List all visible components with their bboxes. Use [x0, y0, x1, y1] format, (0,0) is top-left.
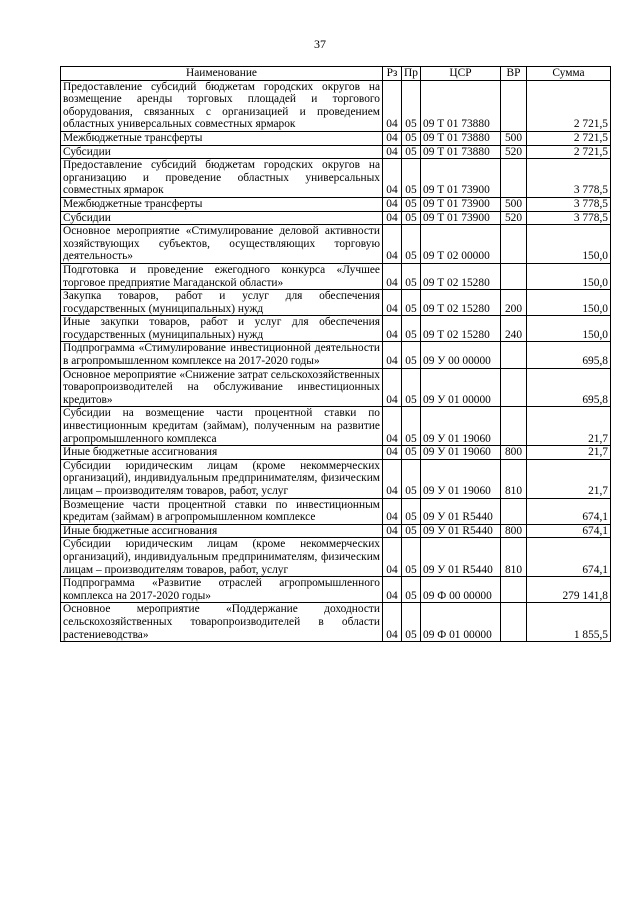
- cell-vr: [501, 263, 527, 289]
- cell-csr: 09 Ф 00 00000: [421, 577, 501, 603]
- cell-name: Субсидии юридическим лицам (кроме некоммерческих организаций), индивидуальным предпринимателям, физическим лицам – производителям товаров, работ, услуг: [61, 538, 383, 577]
- cell-pr: 05: [402, 577, 421, 603]
- cell-pr: 05: [402, 407, 421, 446]
- cell-vr: [501, 80, 527, 131]
- cell-vr: [501, 407, 527, 446]
- cell-sum: 21,7: [527, 459, 611, 498]
- cell-name: Субсидии: [61, 145, 383, 159]
- cell-sum: 150,0: [527, 316, 611, 342]
- cell-sum: 2 721,5: [527, 80, 611, 131]
- table-row: [61, 159, 611, 198]
- cell-csr: 09 Т 02 15280: [421, 316, 501, 342]
- cell-csr: 09 У 01 R5440: [421, 498, 501, 524]
- cell-name: Иные бюджетные ассигнования: [61, 446, 383, 460]
- cell-pr: 05: [402, 197, 421, 211]
- cell-rz: 04: [383, 407, 402, 446]
- cell-sum: 1 855,5: [527, 603, 611, 642]
- table-row: [61, 80, 611, 131]
- table-row: [61, 225, 611, 264]
- cell-csr: 09 У 01 19060: [421, 459, 501, 498]
- cell-vr: 810: [501, 538, 527, 577]
- cell-csr: 09 Т 01 73880: [421, 145, 501, 159]
- cell-csr: 09 Ф 01 00000: [421, 603, 501, 642]
- cell-rz: 04: [383, 197, 402, 211]
- cell-name: Подпрограмма «Стимулирование инвестиционной деятельности в агропромышленном комплексе на 2017-2020 годы»: [61, 342, 383, 368]
- cell-name: Основное мероприятие «Поддержание доходности сельскохозяйственных товаропроизводителей в области растениеводства»: [61, 603, 383, 642]
- table-row: [61, 131, 611, 145]
- cell-name: Межбюджетные трансферты: [61, 131, 383, 145]
- cell-vr: [501, 368, 527, 407]
- cell-csr: 09 Т 02 15280: [421, 263, 501, 289]
- cell-rz: 04: [383, 498, 402, 524]
- cell-pr: 05: [402, 524, 421, 538]
- cell-sum: 150,0: [527, 263, 611, 289]
- table-row: [61, 538, 611, 577]
- cell-csr: 09 Т 01 73880: [421, 80, 501, 131]
- cell-rz: 04: [383, 225, 402, 264]
- header-rz: Рз: [383, 67, 402, 81]
- table-row: [61, 577, 611, 603]
- cell-sum: 3 778,5: [527, 159, 611, 198]
- cell-rz: 04: [383, 211, 402, 225]
- cell-name: Основное мероприятие «Стимулирование деловой активности хозяйствующих субъектов, осуществляющих торговую деятельность»: [61, 225, 383, 264]
- header-vr: ВР: [501, 67, 527, 81]
- table-row: [61, 316, 611, 342]
- cell-pr: 05: [402, 225, 421, 264]
- cell-rz: 04: [383, 603, 402, 642]
- table-row: [61, 290, 611, 316]
- cell-sum: 695,8: [527, 368, 611, 407]
- cell-pr: 05: [402, 498, 421, 524]
- cell-vr: 800: [501, 524, 527, 538]
- cell-vr: [501, 159, 527, 198]
- header-csr: ЦСР: [421, 67, 501, 81]
- cell-rz: 04: [383, 80, 402, 131]
- cell-sum: 150,0: [527, 290, 611, 316]
- table-row: [61, 524, 611, 538]
- cell-pr: 05: [402, 290, 421, 316]
- cell-sum: 3 778,5: [527, 211, 611, 225]
- cell-csr: 09 У 01 R5440: [421, 538, 501, 577]
- cell-rz: 04: [383, 131, 402, 145]
- cell-sum: 2 721,5: [527, 145, 611, 159]
- cell-vr: [501, 225, 527, 264]
- header-sum: Сумма: [527, 67, 611, 81]
- cell-csr: 09 У 01 00000: [421, 368, 501, 407]
- cell-vr: 520: [501, 145, 527, 159]
- cell-vr: [501, 342, 527, 368]
- cell-pr: 05: [402, 211, 421, 225]
- cell-vr: 800: [501, 446, 527, 460]
- cell-sum: 279 141,8: [527, 577, 611, 603]
- table-row: [61, 211, 611, 225]
- cell-sum: 674,1: [527, 538, 611, 577]
- table-row: [61, 407, 611, 446]
- cell-pr: 05: [402, 446, 421, 460]
- cell-name: Возмещение части процентной ставки по инвестиционным кредитам (займам) в агропромышленном комплексе: [61, 498, 383, 524]
- cell-rz: 04: [383, 159, 402, 198]
- cell-vr: 200: [501, 290, 527, 316]
- cell-sum: 2 721,5: [527, 131, 611, 145]
- cell-pr: 05: [402, 80, 421, 131]
- cell-name: Межбюджетные трансферты: [61, 197, 383, 211]
- table-row: [61, 498, 611, 524]
- cell-sum: 674,1: [527, 498, 611, 524]
- cell-sum: 150,0: [527, 225, 611, 264]
- table-row: [61, 263, 611, 289]
- cell-name: Закупка товаров, работ и услуг для обеспечения государственных (муниципальных) нужд: [61, 290, 383, 316]
- table-header-row: [61, 67, 611, 81]
- header-pr: Пр: [402, 67, 421, 81]
- header-name: Наименование: [61, 67, 383, 81]
- cell-name: Субсидии юридическим лицам (кроме некоммерческих организаций), индивидуальным предпринимателям, физическим лицам – производителям товаров, работ, услуг: [61, 459, 383, 498]
- cell-vr: [501, 577, 527, 603]
- cell-rz: 04: [383, 538, 402, 577]
- cell-name: Субсидии: [61, 211, 383, 225]
- cell-pr: 05: [402, 459, 421, 498]
- cell-pr: 05: [402, 342, 421, 368]
- cell-name: Предоставление субсидий бюджетам городских округов на возмещение аренды торговых площадей и торгового оборудования, связанных с организацией и проведением областных универсальных совместных ярмарок: [61, 80, 383, 131]
- cell-sum: 3 778,5: [527, 197, 611, 211]
- cell-csr: 09 Т 01 73900: [421, 211, 501, 225]
- cell-sum: 21,7: [527, 407, 611, 446]
- cell-name: Предоставление субсидий бюджетам городских округов на организацию и проведение областных универсальных совместных ярмарок: [61, 159, 383, 198]
- cell-vr: [501, 498, 527, 524]
- table-row: [61, 446, 611, 460]
- cell-sum: 674,1: [527, 524, 611, 538]
- cell-pr: 05: [402, 145, 421, 159]
- page-number: 37: [314, 37, 326, 51]
- cell-csr: 09 У 01 19060: [421, 407, 501, 446]
- cell-vr: 810: [501, 459, 527, 498]
- cell-csr: 09 Т 01 73900: [421, 197, 501, 211]
- cell-sum: 21,7: [527, 446, 611, 460]
- cell-csr: 09 Т 02 00000: [421, 225, 501, 264]
- cell-name: Иные бюджетные ассигнования: [61, 524, 383, 538]
- cell-pr: 05: [402, 131, 421, 145]
- cell-rz: 04: [383, 145, 402, 159]
- table-row: [61, 342, 611, 368]
- cell-csr: 09 Т 02 15280: [421, 290, 501, 316]
- cell-rz: 04: [383, 446, 402, 460]
- cell-rz: 04: [383, 577, 402, 603]
- table-row: [61, 145, 611, 159]
- cell-rz: 04: [383, 290, 402, 316]
- cell-csr: 09 Т 01 73900: [421, 159, 501, 198]
- cell-sum: 695,8: [527, 342, 611, 368]
- table-row: [61, 368, 611, 407]
- cell-csr: 09 У 00 00000: [421, 342, 501, 368]
- cell-rz: 04: [383, 368, 402, 407]
- cell-pr: 05: [402, 159, 421, 198]
- cell-vr: 500: [501, 197, 527, 211]
- table-row: [61, 459, 611, 498]
- cell-csr: 09 У 01 19060: [421, 446, 501, 460]
- cell-vr: 520: [501, 211, 527, 225]
- cell-name: Подпрограмма «Развитие отраслей агропромышленного комплекса на 2017-2020 годы»: [61, 577, 383, 603]
- cell-pr: 05: [402, 368, 421, 407]
- cell-rz: 04: [383, 459, 402, 498]
- cell-name: Иные закупки товаров, работ и услуг для обеспечения государственных (муниципальных) нужд: [61, 316, 383, 342]
- cell-pr: 05: [402, 316, 421, 342]
- table-row: [61, 603, 611, 642]
- cell-rz: 04: [383, 316, 402, 342]
- cell-vr: [501, 603, 527, 642]
- cell-pr: 05: [402, 538, 421, 577]
- budget-table: [60, 66, 611, 642]
- cell-csr: 09 Т 01 73880: [421, 131, 501, 145]
- cell-name: Основное мероприятие «Снижение затрат сельскохозяйственных товаропроизводителей на обслуживание инвестиционных кредитов»: [61, 368, 383, 407]
- cell-name: Субсидии на возмещение части процентной ставки по инвестиционным кредитам (займам), полученным на развитие агропромышленного комплекса: [61, 407, 383, 446]
- cell-vr: 240: [501, 316, 527, 342]
- cell-pr: 05: [402, 263, 421, 289]
- cell-rz: 04: [383, 263, 402, 289]
- cell-name: Подготовка и проведение ежегодного конкурса «Лучшее торговое предприятие Магаданской области»: [61, 263, 383, 289]
- cell-rz: 04: [383, 524, 402, 538]
- cell-rz: 04: [383, 342, 402, 368]
- cell-vr: 500: [501, 131, 527, 145]
- table-row: [61, 197, 611, 211]
- cell-csr: 09 У 01 R5440: [421, 524, 501, 538]
- cell-pr: 05: [402, 603, 421, 642]
